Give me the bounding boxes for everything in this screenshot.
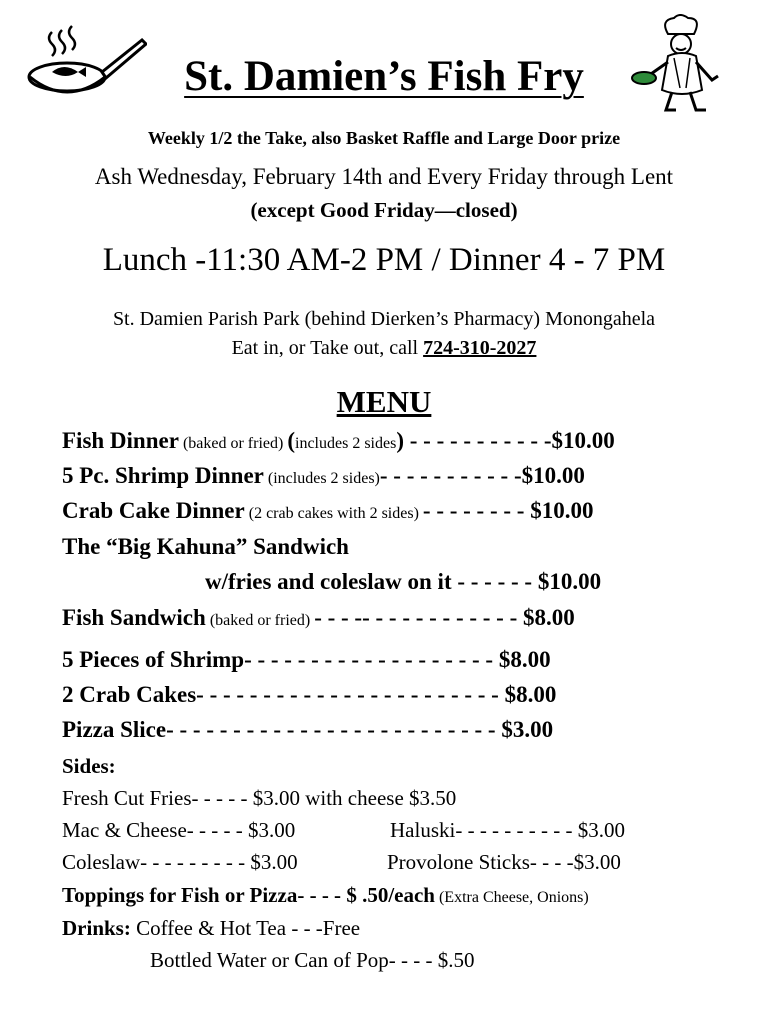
menu-item-shrimp-dinner [62, 463, 585, 489]
item-dashes: - - - - - - - - - - - - - - - - - - - - - - - - - [166, 717, 502, 742]
menu-item-shrimp-pieces [62, 647, 551, 673]
contact-line [0, 337, 768, 360]
item-price: $8.00 [504, 682, 557, 707]
item-note: (includes 2 sides) [263, 470, 380, 487]
item-name: Fish Sandwich [62, 605, 206, 630]
page-title: St. Damien’s Fish Fry [184, 53, 584, 100]
drinks-water-pop: Bottled Water or Can of Pop- - - - $.50 [150, 948, 475, 972]
menu-item-fish-dinner [62, 428, 615, 454]
item-name: 5 Pieces of Shrimp [62, 647, 245, 672]
tagline: Weekly 1/2 the Take, also Basket Raffle and Large Door prize [147, 128, 621, 148]
item-dashes: - - - -- - - - - - - - - - - - [314, 605, 518, 630]
location: St. Damien Parish Park (behind Dierken’s Pharmacy) Monongahela [112, 308, 656, 330]
sides-heading: Sides: [62, 754, 116, 778]
item-note: (baked or fried) [178, 435, 288, 452]
item-dashes: - - - - - - - - - - - [404, 428, 552, 453]
item-price: $3.00 [501, 717, 554, 742]
item-price: $8.00 [498, 647, 551, 672]
item-note-sides: includes 2 sides [295, 435, 397, 452]
toppings-note: (Extra Cheese, Onions) [434, 889, 589, 906]
menu-item-big-kahuna-detail [205, 569, 601, 595]
item-name: The “Big Kahuna” Sandwich [62, 534, 349, 559]
item-dashes: - - - - - - - - [422, 498, 525, 523]
side-mac-cheese: Mac & Cheese- - - - - $3.00 [62, 818, 296, 842]
item-name: Pizza Slice [62, 717, 167, 742]
menu-item-pizza [62, 717, 553, 743]
item-name: Fish Dinner [62, 428, 179, 453]
item-price: $10.00 [537, 569, 602, 594]
menu-item-crab-dinner [62, 498, 593, 524]
toppings-dashes: - - - - [297, 883, 347, 907]
item-detail: w/fries and coleslaw on it - - - - - - [205, 569, 538, 594]
closed-note: (except Good Friday—closed) [250, 198, 518, 222]
drinks-coffee: Coffee & Hot Tea - - -Free [130, 916, 361, 940]
item-price: $10.00 [521, 463, 585, 488]
toppings-price: $ .50/each [346, 883, 435, 907]
drinks-line [62, 916, 360, 941]
paren-close: ) [396, 428, 404, 453]
menu-heading: MENU [336, 384, 432, 419]
item-dashes: - - - - - - - - - - - [379, 463, 522, 488]
item-name: 5 Pc. Shrimp Dinner [62, 463, 264, 488]
item-note: (2 crab cakes with 2 sides) [244, 505, 423, 522]
menu-item-fish-sandwich [62, 605, 575, 631]
contact-prefix: Eat in, or Take out, call [231, 337, 424, 359]
phone-number[interactable]: 724-310-2027 [423, 337, 537, 359]
item-dashes: - - - - - - - - - - - - - - - - - - - - - - - [196, 682, 505, 707]
event-dates: Ash Wednesday, February 14th and Every Friday through Lent [94, 164, 674, 189]
paren-open: ( [287, 428, 295, 453]
item-dashes: - - - - - - - - - - - - - - - - - - - [244, 647, 499, 672]
item-price: $10.00 [551, 428, 615, 453]
drinks-label: Drinks: [62, 916, 131, 940]
side-haluski: Haluski- - - - - - - - - - $3.00 [390, 818, 626, 842]
side-coleslaw: Coleslaw- - - - - - - - - $3.00 [62, 850, 298, 874]
toppings-line [62, 883, 589, 908]
hours: Lunch -11:30 AM-2 PM / Dinner 4 - 7 PM [102, 242, 666, 278]
item-name: Crab Cake Dinner [62, 498, 245, 523]
side-provolone: Provolone Sticks- - - -$3.00 [387, 850, 621, 874]
item-price: $10.00 [524, 498, 594, 523]
side-fries: Fresh Cut Fries- - - - - $3.00 with cheese $3.50 [62, 786, 457, 810]
item-price: $8.00 [517, 605, 575, 630]
toppings-label: Toppings for Fish or Pizza [62, 883, 298, 907]
menu-item-big-kahuna [62, 534, 349, 560]
item-name: 2 Crab Cakes [62, 682, 197, 707]
menu-item-crab-cakes [62, 682, 556, 708]
item-note: (baked or fried) [205, 612, 315, 629]
